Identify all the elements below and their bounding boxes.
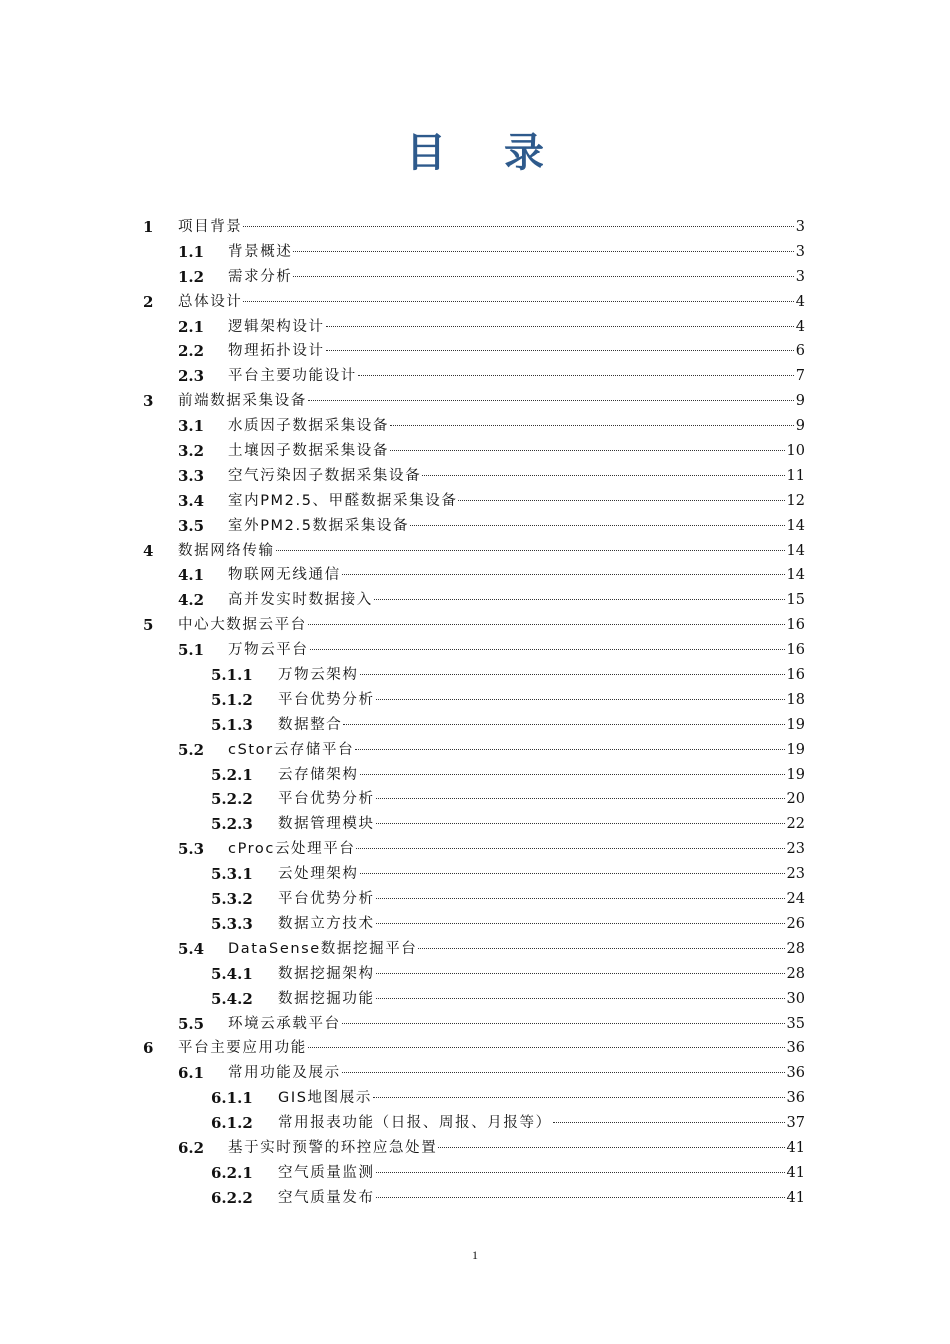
dot-leader xyxy=(553,1122,785,1123)
toc-entry-body xyxy=(228,364,805,389)
toc-entry-body xyxy=(278,912,805,937)
toc-entry-number: 6 xyxy=(143,1039,154,1058)
dot-leader xyxy=(293,251,793,252)
toc-entry[interactable] xyxy=(0,588,950,613)
dot-leader xyxy=(342,1072,785,1073)
toc-entry-label[interactable]: 数据网络传输 xyxy=(178,542,275,559)
page-number: 1 xyxy=(472,1248,478,1262)
toc-entry-page: 3 xyxy=(795,243,805,260)
toc-entry-page: 19 xyxy=(786,741,805,758)
toc-entry-label[interactable]: 空气污染因子数据采集设备 xyxy=(228,467,422,484)
toc-entry-label[interactable]: 基于实时预警的环控应急处置 xyxy=(228,1139,438,1156)
dot-leader xyxy=(342,1023,785,1024)
toc-entry-label[interactable]: 背景概述 xyxy=(228,243,293,260)
toc-entry-label[interactable]: 总体设计 xyxy=(178,293,243,310)
toc-entry-body xyxy=(228,464,805,489)
toc-entry-body xyxy=(228,638,805,663)
toc-entry-page: 11 xyxy=(786,467,805,484)
toc-entry-body xyxy=(228,837,805,862)
toc-entry-page: 19 xyxy=(786,766,805,783)
toc-entry[interactable] xyxy=(0,937,950,962)
toc-entry-number: 3.2 xyxy=(178,442,205,461)
dot-leader xyxy=(376,1197,785,1198)
toc-entry-number: 1.2 xyxy=(178,267,205,286)
dot-leader xyxy=(373,1097,785,1098)
toc-entry-body xyxy=(178,539,805,564)
dot-leader xyxy=(358,375,794,376)
toc-entry-body xyxy=(228,265,805,290)
toc-entry[interactable] xyxy=(0,638,950,663)
toc-entry[interactable] xyxy=(0,539,950,564)
toc-entry-page: 14 xyxy=(786,542,805,559)
dot-leader xyxy=(326,350,794,351)
dot-leader xyxy=(343,724,784,725)
toc-entry-page: 7 xyxy=(795,368,805,385)
toc-entry-page: 14 xyxy=(786,517,805,534)
toc-entry[interactable] xyxy=(0,563,950,588)
toc-entry-body xyxy=(228,315,805,340)
table-of-contents xyxy=(0,215,950,1211)
dot-leader xyxy=(326,326,794,327)
toc-entry-number: 5.3.1 xyxy=(211,865,253,884)
toc-entry-number: 5.2.2 xyxy=(211,790,253,809)
toc-entry-number: 2.1 xyxy=(178,317,205,336)
dot-leader xyxy=(293,276,793,277)
toc-entry[interactable] xyxy=(0,663,950,688)
dot-leader xyxy=(376,823,785,824)
toc-entry[interactable] xyxy=(0,514,950,539)
dot-leader xyxy=(376,923,785,924)
toc-entry[interactable] xyxy=(0,265,950,290)
toc-entry-label[interactable]: 土壤因子数据采集设备 xyxy=(228,443,389,460)
toc-entry-number: 1 xyxy=(143,218,154,236)
toc-entry-body xyxy=(228,1061,805,1086)
toc-entry-body xyxy=(228,489,805,514)
toc-entry[interactable] xyxy=(0,713,950,738)
toc-entry-page: 9 xyxy=(795,418,805,435)
toc-entry-number: 3.4 xyxy=(178,491,205,510)
toc-entry[interactable] xyxy=(0,1012,950,1037)
dot-leader xyxy=(308,1047,785,1048)
toc-entry-number: 5.3.2 xyxy=(211,890,253,909)
toc-entry-page: 16 xyxy=(786,617,805,634)
toc-entry-page: 23 xyxy=(786,841,805,858)
toc-entry-label[interactable]: 空气质量发布 xyxy=(278,1189,375,1206)
toc-entry-label[interactable]: 万物云平台 xyxy=(228,642,309,659)
toc-entry-page: 37 xyxy=(786,1115,805,1132)
toc-entry-body xyxy=(228,1136,805,1161)
toc-entry[interactable] xyxy=(0,290,950,315)
toc-entry-page: 12 xyxy=(786,492,805,509)
toc-entry-label[interactable]: 高并发实时数据接入 xyxy=(228,592,373,609)
toc-entry-label[interactable]: GIS地图展示 xyxy=(278,1090,372,1107)
toc-entry-number: 3.5 xyxy=(178,516,205,535)
toc-entry[interactable] xyxy=(0,389,950,414)
dot-leader xyxy=(360,774,785,775)
toc-entry-page: 4 xyxy=(795,318,805,335)
toc-entry[interactable] xyxy=(0,738,950,763)
dot-leader xyxy=(374,599,785,600)
dot-leader xyxy=(308,624,785,625)
toc-entry[interactable] xyxy=(0,1061,950,1086)
toc-entry-label[interactable]: 常用报表功能（日报、周报、月报等） xyxy=(278,1115,552,1132)
toc-entry-body xyxy=(228,414,805,439)
toc-entry-body xyxy=(228,514,805,539)
toc-entry-number: 5.1.2 xyxy=(211,690,253,709)
toc-entry-number: 5.2.3 xyxy=(211,815,253,834)
toc-entry-label[interactable]: 万物云架构 xyxy=(278,667,359,684)
toc-entry-page: 19 xyxy=(786,716,805,733)
toc-entry[interactable] xyxy=(0,315,950,340)
dot-leader xyxy=(243,301,793,302)
toc-entry-body xyxy=(228,937,805,962)
toc-entry[interactable] xyxy=(0,912,950,937)
toc-entry-label[interactable]: 数据整合 xyxy=(278,716,343,733)
toc-entry-label[interactable]: 环境云承载平台 xyxy=(228,1015,341,1032)
toc-entry-body xyxy=(278,812,805,837)
toc-entry-page: 16 xyxy=(786,667,805,684)
dot-leader xyxy=(376,898,785,899)
toc-entry-label[interactable]: 中心大数据云平台 xyxy=(178,617,307,634)
toc-entry-page: 24 xyxy=(786,891,805,908)
toc-entry-number: 3 xyxy=(143,392,154,411)
toc-entry-page: 14 xyxy=(786,567,805,584)
toc-entry-page: 18 xyxy=(786,691,805,708)
toc-entry-number: 5.5 xyxy=(178,1014,205,1033)
toc-entry-number: 6.1.2 xyxy=(211,1114,253,1133)
toc-entry-page: 23 xyxy=(786,866,805,883)
toc-entry[interactable] xyxy=(0,763,950,788)
toc-entry-label[interactable]: cProc云处理平台 xyxy=(228,841,356,858)
toc-entry-label[interactable]: 需求分析 xyxy=(228,268,293,285)
toc-entry-page: 4 xyxy=(795,293,805,310)
toc-entry[interactable] xyxy=(0,1136,950,1161)
dot-leader xyxy=(422,475,784,476)
toc-entry-number: 5.3.3 xyxy=(211,914,253,933)
toc-entry-body xyxy=(178,389,805,414)
toc-entry-number: 5.2.1 xyxy=(211,765,253,784)
dot-leader xyxy=(376,998,785,999)
toc-entry-body xyxy=(278,688,805,713)
toc-entry-number: 6.2 xyxy=(178,1138,205,1157)
toc-entry-number: 5.1.1 xyxy=(211,666,253,685)
toc-entry[interactable] xyxy=(0,837,950,862)
toc-entry-body xyxy=(278,787,805,812)
toc-entry-number: 2 xyxy=(143,292,154,311)
dot-leader xyxy=(356,848,784,849)
toc-entry-number: 6.1 xyxy=(178,1064,205,1083)
toc-entry-body xyxy=(278,987,805,1012)
toc-entry-page: 41 xyxy=(786,1189,805,1206)
toc-entry-label[interactable]: 室内PM2.5、甲醛数据采集设备 xyxy=(228,492,458,509)
toc-entry-label[interactable]: 物理拓扑设计 xyxy=(228,343,325,360)
toc-entry-body xyxy=(278,887,805,912)
toc-entry-number: 3.3 xyxy=(178,466,205,485)
toc-entry-page: 10 xyxy=(786,443,805,460)
toc-entry-number: 6.2.2 xyxy=(211,1188,253,1207)
toc-entry-number: 4.2 xyxy=(178,591,205,610)
toc-entry-body xyxy=(278,1111,805,1136)
toc-entry-label[interactable]: 逻辑架构设计 xyxy=(228,318,325,335)
toc-entry-page: 15 xyxy=(786,592,805,609)
toc-entry-page: 9 xyxy=(795,393,805,410)
toc-entry-page: 30 xyxy=(786,990,805,1007)
toc-entry-label[interactable]: 室外PM2.5数据采集设备 xyxy=(228,517,410,534)
toc-entry-label[interactable]: 云处理架构 xyxy=(278,866,359,883)
toc-entry[interactable] xyxy=(0,787,950,812)
toc-entry[interactable] xyxy=(0,613,950,638)
toc-entry[interactable] xyxy=(0,887,950,912)
toc-entry-body xyxy=(278,1161,805,1186)
toc-entry-label[interactable]: 空气质量监测 xyxy=(278,1164,375,1181)
toc-entry-body xyxy=(178,613,805,638)
toc-entry[interactable] xyxy=(0,364,950,389)
toc-entry-page: 36 xyxy=(786,1065,805,1082)
toc-entry-label[interactable]: 平台主要应用功能 xyxy=(178,1040,307,1057)
toc-entry[interactable] xyxy=(0,1161,950,1186)
toc-entry-label[interactable]: 数据挖掘架构 xyxy=(278,965,375,982)
toc-entry-label[interactable]: 水质因子数据采集设备 xyxy=(228,418,389,435)
toc-entry-number: 4 xyxy=(143,541,154,560)
toc-entry-body xyxy=(228,588,805,613)
toc-entry-number: 5.3 xyxy=(178,840,205,859)
toc-entry-number: 5.4 xyxy=(178,939,205,958)
toc-entry[interactable] xyxy=(0,812,950,837)
toc-entry-number: 6.1.1 xyxy=(211,1089,253,1108)
toc-entry-body xyxy=(278,962,805,987)
toc-entry[interactable] xyxy=(0,1086,950,1111)
dot-leader xyxy=(243,226,793,227)
toc-entry-label[interactable]: DataSense数据挖掘平台 xyxy=(228,940,418,957)
dot-leader xyxy=(418,948,784,949)
toc-entry-number: 5.2 xyxy=(178,740,205,759)
toc-entry[interactable] xyxy=(0,1111,950,1136)
toc-entry-page: 3 xyxy=(795,268,805,285)
toc-entry[interactable] xyxy=(0,688,950,713)
dot-leader xyxy=(390,450,785,451)
toc-entry-body xyxy=(228,339,805,364)
toc-entry-label[interactable]: 平台优势分析 xyxy=(278,891,375,908)
toc-entry[interactable] xyxy=(0,240,950,265)
toc-entry-number: 3.1 xyxy=(178,417,205,436)
toc-entry-body xyxy=(178,215,805,240)
dot-leader xyxy=(376,1172,785,1173)
toc-entry-page: 16 xyxy=(786,642,805,659)
toc-entry-page: 26 xyxy=(786,915,805,932)
toc-entry-label[interactable]: 项目背景 xyxy=(178,219,243,235)
toc-entry-number: 5.1.3 xyxy=(211,715,253,734)
toc-entry-body xyxy=(228,738,805,763)
toc-entry-label[interactable]: 平台优势分析 xyxy=(278,691,375,708)
toc-entry-number: 5.1 xyxy=(178,641,205,660)
toc-entry-number: 6.2.1 xyxy=(211,1163,253,1182)
toc-entry-number: 5.4.2 xyxy=(211,989,253,1008)
toc-entry-number: 2.2 xyxy=(178,342,205,361)
toc-entry-page: 36 xyxy=(786,1040,805,1057)
toc-entry[interactable] xyxy=(0,862,950,887)
toc-entry-page: 28 xyxy=(786,940,805,957)
toc-entry-number: 1.1 xyxy=(178,242,205,261)
dot-leader xyxy=(276,550,785,551)
dot-leader xyxy=(410,525,784,526)
dot-leader xyxy=(376,798,785,799)
toc-entry-body xyxy=(278,1186,805,1211)
toc-entry-body xyxy=(278,1086,805,1111)
toc-entry[interactable] xyxy=(0,962,950,987)
toc-entry-number: 4.1 xyxy=(178,566,205,585)
toc-entry[interactable] xyxy=(0,1186,950,1211)
dot-leader xyxy=(360,674,785,675)
toc-entry-label[interactable]: cStor云存储平台 xyxy=(228,741,355,758)
dot-leader xyxy=(310,649,785,650)
dot-leader xyxy=(376,973,785,974)
toc-entry-body xyxy=(278,862,805,887)
toc-entry-label[interactable]: 数据立方技术 xyxy=(278,915,375,932)
toc-entry-number: 2.3 xyxy=(178,367,205,386)
toc-entry[interactable] xyxy=(0,414,950,439)
toc-entry-body xyxy=(228,439,805,464)
toc-entry[interactable] xyxy=(0,439,950,464)
toc-entry-page: 41 xyxy=(786,1139,805,1156)
toc-entry-label[interactable]: 前端数据采集设备 xyxy=(178,393,307,410)
toc-entry-label[interactable]: 数据挖掘功能 xyxy=(278,990,375,1007)
toc-entry-number: 5 xyxy=(143,616,154,635)
toc-entry-number: 5.4.1 xyxy=(211,964,253,983)
toc-entry-page: 3 xyxy=(795,219,805,235)
toc-entry[interactable] xyxy=(0,339,950,364)
toc-entry-page: 28 xyxy=(786,965,805,982)
dot-leader xyxy=(458,500,784,501)
toc-entry-page: 6 xyxy=(795,343,805,360)
dot-leader xyxy=(376,699,785,700)
toc-entry-body xyxy=(178,290,805,315)
toc-entry-page: 36 xyxy=(786,1090,805,1107)
dot-leader xyxy=(342,574,785,575)
toc-entry[interactable] xyxy=(0,464,950,489)
toc-entry-label[interactable]: 数据管理模块 xyxy=(278,816,375,833)
toc-entry-label[interactable]: 物联网无线通信 xyxy=(228,567,341,584)
dot-leader xyxy=(438,1147,784,1148)
toc-entry-page: 41 xyxy=(786,1164,805,1181)
toc-entry-body xyxy=(278,763,805,788)
toc-entry-label[interactable]: 常用功能及展示 xyxy=(228,1065,341,1082)
toc-entry[interactable] xyxy=(0,215,950,240)
toc-entry[interactable] xyxy=(0,489,950,514)
toc-entry-label[interactable]: 平台优势分析 xyxy=(278,791,375,808)
toc-entry-body xyxy=(228,1012,805,1037)
toc-entry[interactable] xyxy=(0,1036,950,1061)
toc-entry-label[interactable]: 云存储架构 xyxy=(278,766,359,783)
toc-entry-page: 22 xyxy=(786,816,805,833)
toc-title: 目 录 xyxy=(406,130,566,176)
toc-entry-body xyxy=(278,663,805,688)
toc-entry-page: 35 xyxy=(786,1015,805,1032)
toc-entry-page: 20 xyxy=(786,791,805,808)
toc-entry-body xyxy=(228,240,805,265)
toc-entry-label[interactable]: 平台主要功能设计 xyxy=(228,368,357,385)
toc-entry[interactable] xyxy=(0,987,950,1012)
dot-leader xyxy=(390,425,794,426)
dot-leader xyxy=(355,749,784,750)
toc-entry-body xyxy=(278,713,805,738)
dot-leader xyxy=(308,400,794,401)
toc-entry-body xyxy=(178,1036,805,1061)
dot-leader xyxy=(360,873,785,874)
toc-entry-body xyxy=(228,563,805,588)
